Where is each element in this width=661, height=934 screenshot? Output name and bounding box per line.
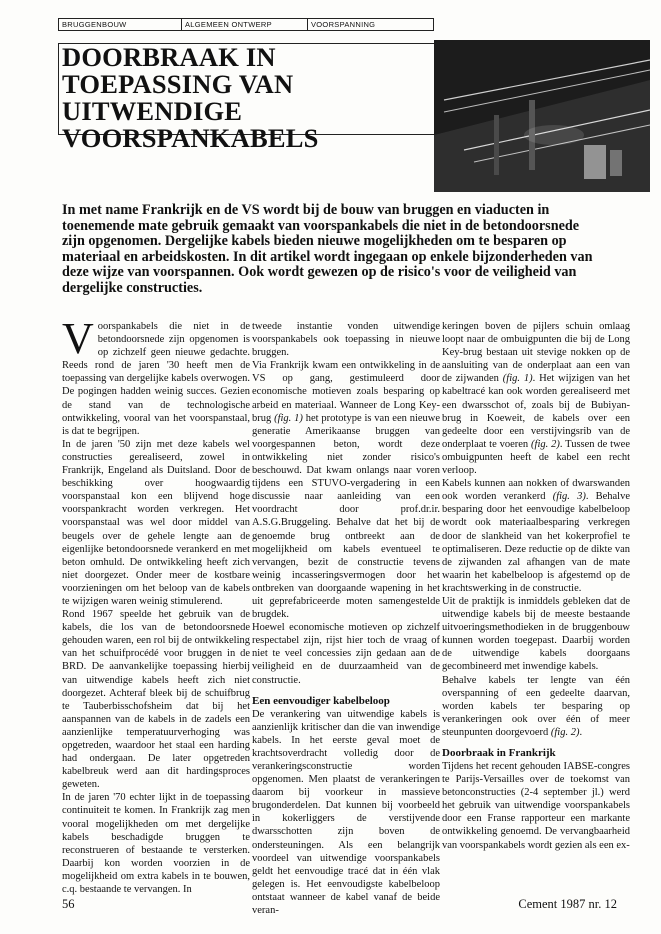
article-lead: In met name Frankrijk en de VS wordt bij de bouw van bruggen en viaducten in toenemende mate gebruik gemaakt van voorspankabels die niet in de betondoorsnede zijn opgenomen. Dergelijke kabels bieden nieuwe mogelijkheden om te besparen op materiaal en arbeidskosten. In dit artikel wordt ingegaan op enkele bijzonderheden van deze wijze van voorspannen. Ook wordt gewezen op de risico's voor de veiligheid van dergelijke constructies.	[62, 202, 593, 296]
body-column-1	[62, 314, 250, 896]
page-footer	[62, 897, 617, 912]
figure-reference: (fig. 1)	[274, 412, 303, 424]
bridge-interior-photo	[434, 40, 650, 192]
journal-issue: Cement 1987 nr. 12	[518, 897, 617, 911]
paragraph: Voorspankabels die niet in de betondoorsnede zijn opgenomen is op zichzelf geen nieuwe gedachte. Reeds rond de jaren '30 heeft men de toepassing van dergelijke kabels overwogen. De pogingen hadden weinig succes. Gezien de stand van de technologische ontwikkeling, vooral van het voorspanstaal, is dat te begrijpen.	[62, 314, 250, 437]
body-column-2	[252, 320, 440, 917]
figure-reference: (fig. 3)	[552, 491, 586, 503]
paragraph: tweede instantie vonden uitwendige voorspankabels ook toepassing in nieuwe bruggen.	[252, 321, 440, 359]
paragraph: Rond 1967 speelde het gebruik van de kabels, die los van de betondoorsnede gehouden waren, een rol bij de ontwikkeling van het schuifprocédé voor bruggen in de BRD. De aanvankelijke toepassing hierbij van uitwendige kabels heeft zich niet doorgezet. Achteraf bleek bij de schuifbrug te Tauberbisschofsheim dat bij het aanspannen van de kabels in de zadels een aanzienlijke temperatuurverhoging was opgetreden, waardoor het staal een harding had ondergaan. De later opgetreden kabelbreuk werd aan dit hardingsproces geweten.	[62, 609, 250, 791]
paragraph: Behalve kabels ter lengte van één overspanning of een gedeelte daarvan, worden kabels ter besparing op verankeringen ook over één of meer steunpunten doorgevoerd (fig. 2).	[442, 674, 630, 738]
paragraph: keringen boven de pijlers schuin omlaag loopt naar de ombuigpunten die bij de Long Key-brug bestaan uit stevige nokken op de aansluiting van de onderplaat aan een van de zijwanden (fig. 1). Het wijzigen van het kabeltracé kan ook worden gerealiseerd met een dwarsschot of, zoals bij de Bubiyan-brug in Koeweit, de kabels over een gedeelte door een verstijvingsrib van de onderplaat te voeren (fig. 2). Tussen de twee ombuigpunten heeft de kabel een recht verloop.	[442, 321, 631, 477]
body-column-3	[442, 320, 630, 852]
drop-cap: V	[62, 314, 94, 363]
section-label-bridges: BRUGGENBOUW	[59, 19, 182, 30]
page-number: 56	[62, 897, 75, 911]
paragraph: De verankering van uitwendige kabels is aanzienlijk kritischer dan die van inwendige kabels. In het eerste geval moet de krachtsoverdracht volledig door de verankeringsconstructie worden opgenomen. Men plaatst de verankeringen daarom bij voorkeur in massieve brugonderdelen. Dat kunnen bij voorbeeld in kokerliggers de verstijvende dwarsschotten zijn boven de ondersteuningen. Als een belangrijk voordeel van uitwendige voorspankabels geldt het eenvoudige tracé dat in één vlak gelegen is. Het eenvoudigste kabelbeloop ontstaat wanneer de kabel vanaf de beide veran-	[252, 708, 440, 917]
subheading: Doorbraak in Frankrijk	[442, 747, 556, 759]
paragraph: Via Frankrijk kwam een ontwikkeling in de VS op gang, gestimuleerd door economische motieven zoals besparing op arbeid en materiaal. Wanneer de Long Key-brug (fig. 1) het prototype is van een nieuwe generatie Amerikaanse bruggen van voorgespannen beton, wordt deze ontwikkeling niet zonder risico's beschouwd. Dat kwam onlangs naar voren tijdens een STUVO-vergadering in een discussie naar aanleiding van een voordracht door prof.dr.ir. A.S.G.Bruggeling. Behalve dat het bij de genoemde brug ontbreekt aan de mogelijkheid om kabels eventueel te vervangen, bezit de constructie tevens weinig incasseringsvermogen door het ontbreken van doorgaande wapening in het uit geprefabriceerde moten samengestelde brugdek.	[252, 360, 441, 621]
paragraph: In de jaren '50 zijn met deze kabels wel constructies gerealiseerd, zowel in Frankrijk, Engeland als Duitsland. Door de beschikking over hoogwaardig voorspanstaal kon een blijvend hoge voorspankracht worden verkregen. Het voorspanstaal was wel door middel van beugels over de gehele lengte aan de eigenlijke betondoorsnede verankerd en met beton omhuld. De ontwikkeling heeft zich niet doorgezet. Onder meer de kostbare voorzieningen om het beloop van de kabels te wijzigen waren weinig stimulerend.	[62, 438, 250, 607]
section-label-general-design: ALGEMEEN ONTWERP	[182, 19, 308, 30]
subheading: Een eenvoudiger kabelbeloop	[252, 694, 390, 707]
paragraph: Hoewel economische motieven op zichzelf respectabel zijn, rijst hier toch de vraag of niet te veel concessies zijn gedaan aan de veiligheid en de duurzaamheid van de constructie.	[252, 622, 440, 686]
paragraph: In de jaren '70 echter lijkt in de toepassing continuiteit te komen. In Frankrijk zag men vooral mogelijkheden om met dergelijke kabels beschadigde bruggen te reconstrueren of bestaande te versterken. Daarbij kon worden voorzien in de mogelijkheid om extra kabels in te bouwen, c.q. bestaande te vervangen. In	[62, 792, 250, 896]
section-header	[58, 18, 434, 31]
figure-reference: (fig. 2)	[550, 726, 580, 738]
paragraph: Tijdens het recent gehouden IABSE-congres te Parijs-Versailles over de toekomst van betonconstructies (2-4 september jl.) werd het gebruik van uitwendige voorspankabels door een Franse rapporteur een markante ontwikkeling genoemd. De vervangbaarheid van voorspankabels wordt gezien als een ex-	[442, 761, 630, 851]
section-label-prestressing: VOORSPANNING	[311, 20, 376, 29]
figure-reference: (fig. 1)	[502, 373, 533, 385]
figure-reference: (fig. 2)	[531, 438, 560, 450]
photo-illustration	[434, 40, 650, 192]
paragraph: Kabels kunnen aan nokken of dwarswanden ook worden verankerd (fig. 3). Behalve besparing door het eenvoudige kabelbeloop wordt ook materiaalbesparing verkregen door de slankheid van het kokerprofiel te optimaliseren. Deze reductie op de dikte van de zijwanden zal afhangen van de mate waarin het kabelbeloop is afgestemd op de krachtswerking in de constructie.	[442, 478, 631, 594]
article-title: DOORBRAAK IN TOEPASSING VAN UITWENDIGE VOORSPANKABELS	[62, 42, 319, 153]
paragraph: Uit de praktijk is inmiddels gebleken dat de uitwendige kabels bij de meeste bestaande uitvoeringsmethodieken in de bruggenbouw kunnen worden toegepast. Daarbij worden de uitwendige kabels doorgaans gecombineerd met inwendige kabels.	[442, 595, 630, 673]
